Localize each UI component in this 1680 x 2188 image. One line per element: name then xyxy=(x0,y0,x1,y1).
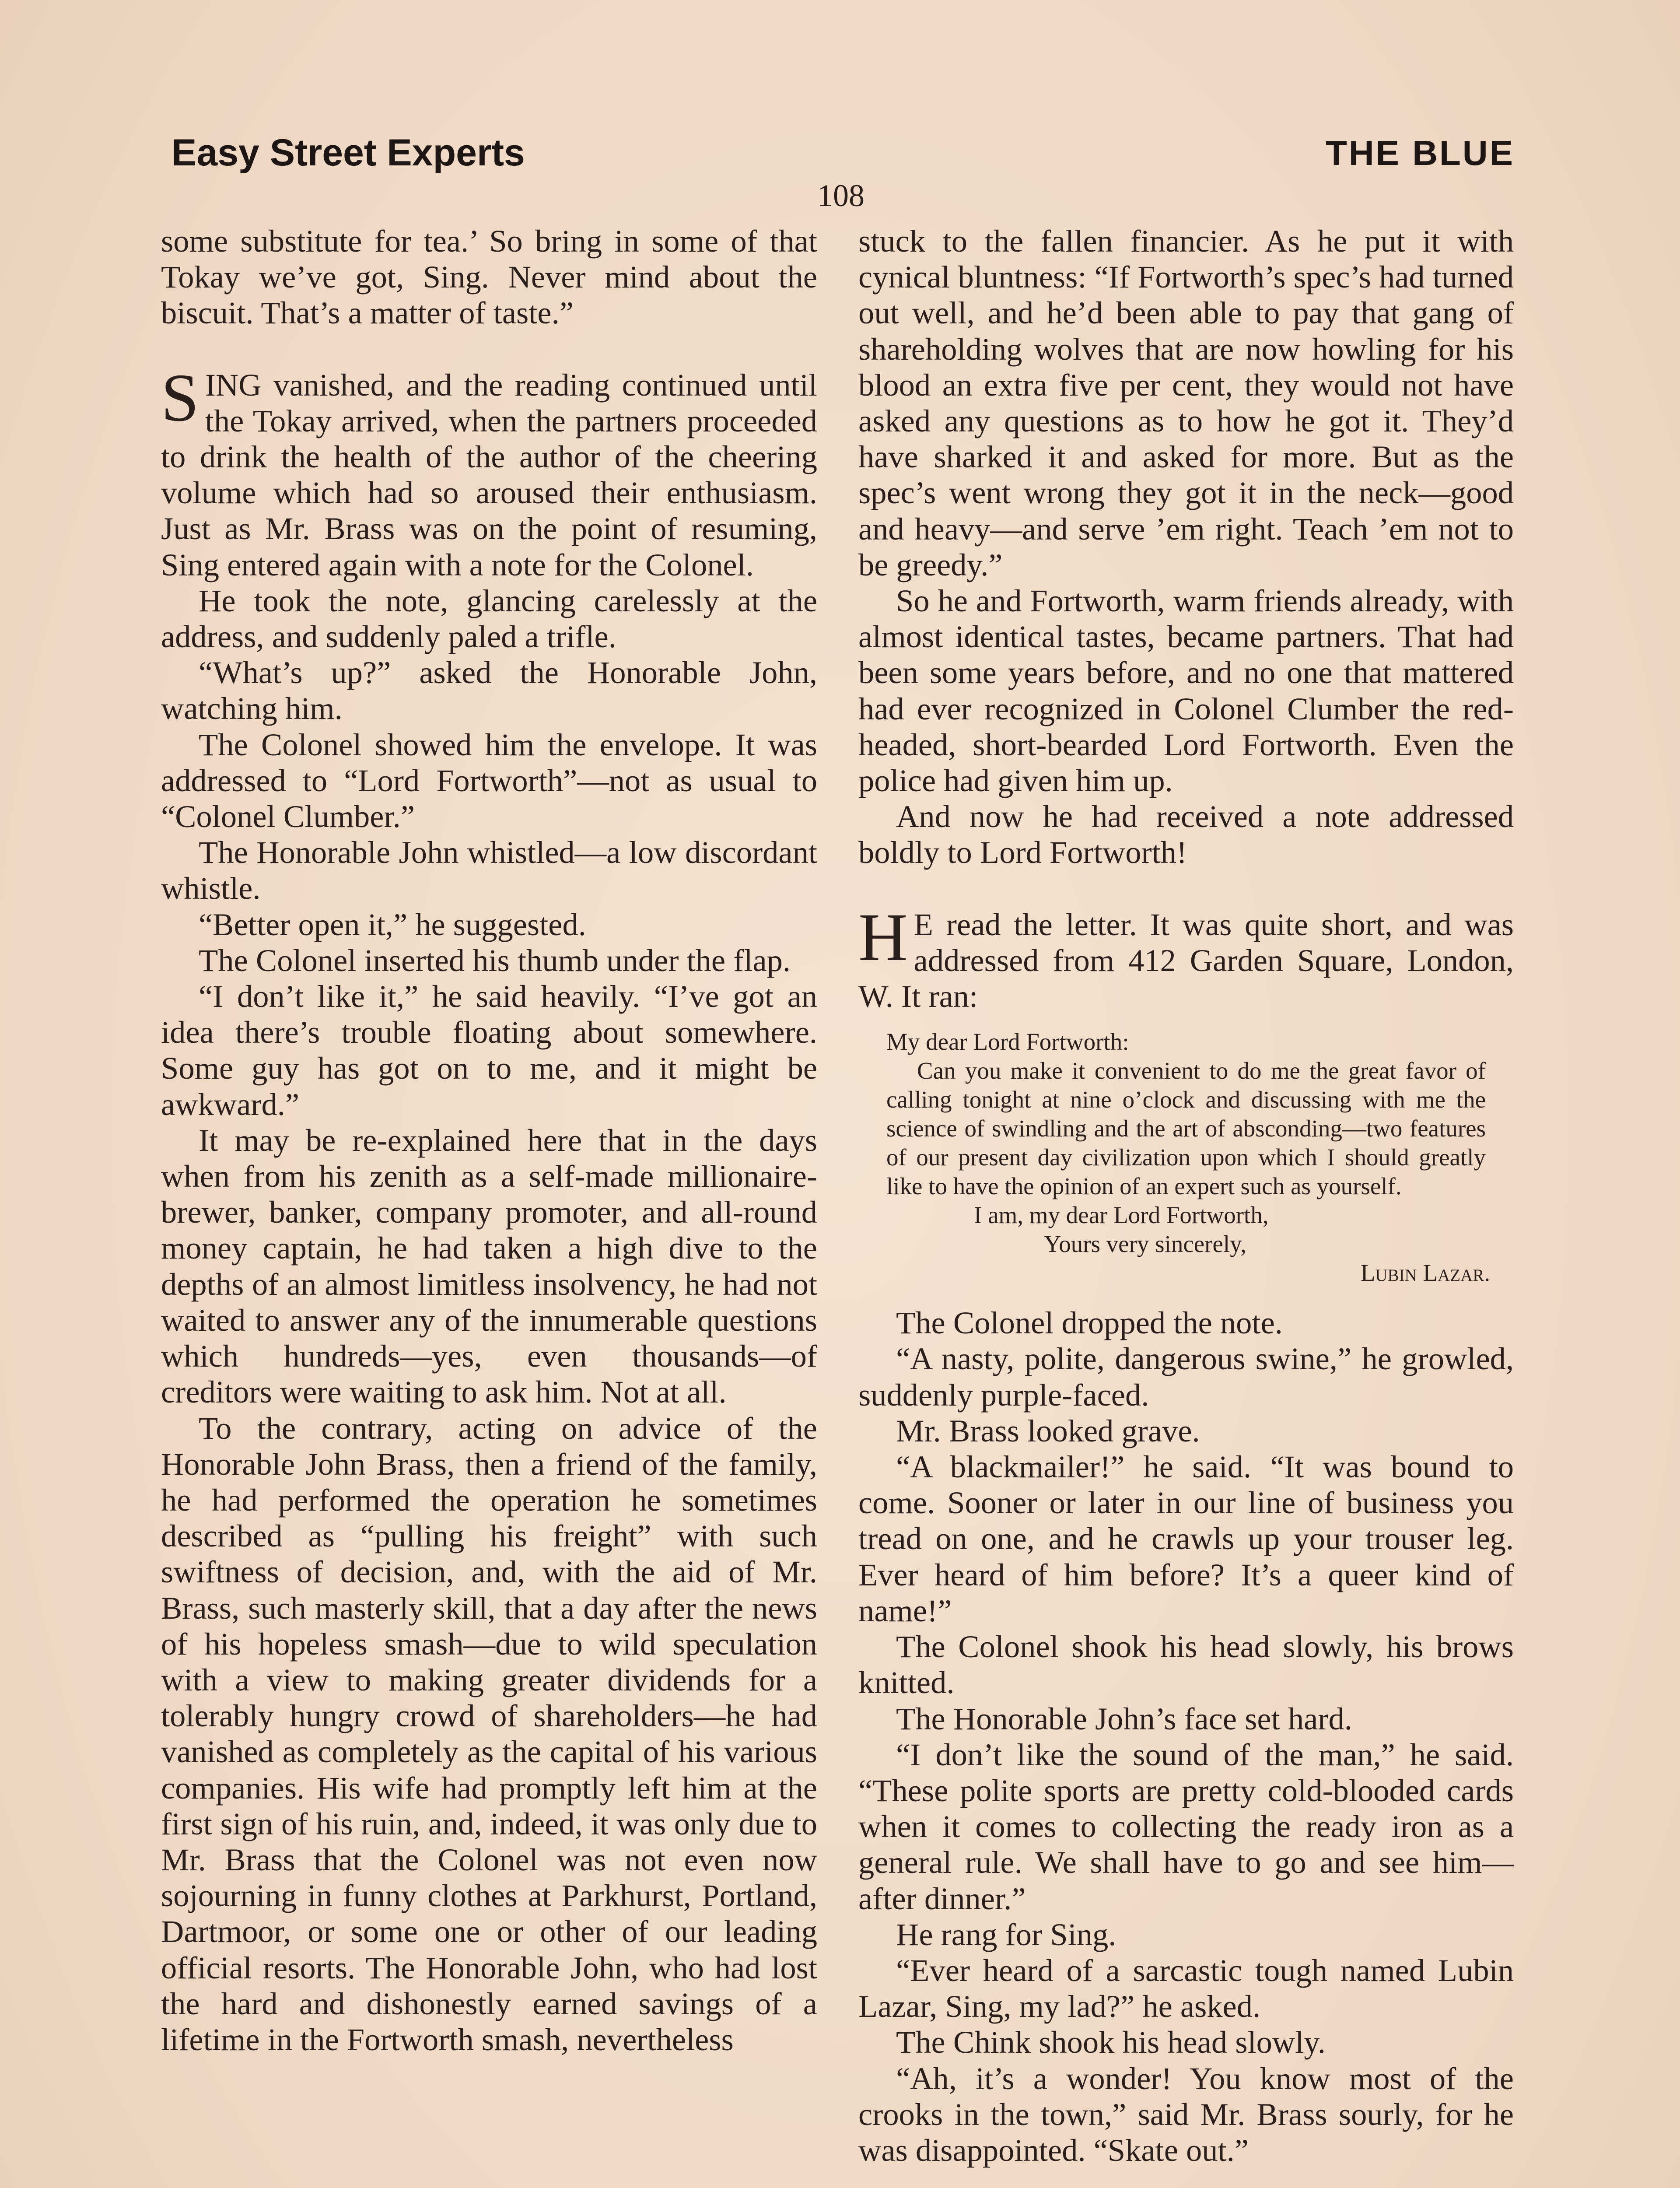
letter-salutation: My dear Lord Fortworth: xyxy=(886,1028,1129,1055)
paragraph: It may be re-explained here that in the days when from his zenith as a self-made millionaire-brewer, banker, company promoter, and all-round money captain, he had taken a high dive to the depths of an almost limitless insolvency, he had not waited to answer any of the innumerable questions which hundreds—yes, even thousands—of creditors were waiting to ask him. Not at all. xyxy=(161,1122,817,1410)
paragraph: “A blackmailer!” he said. “It was bound to come. Sooner or later in our line of business you tread on one, and he crawls up your trouser leg. Ever heard of him before? It’s a queer kind of name!” xyxy=(858,1449,1514,1628)
paragraph-text: E read the letter. It was quite short, and was addressed from 412 Garden Square, London, W. It ran: xyxy=(858,906,1514,1014)
letter-closing: I am, my dear Lord Fortworth, xyxy=(974,1202,1269,1229)
paragraph: The Colonel dropped the note. xyxy=(896,1305,1283,1341)
paragraph: And now he had received a note addressed boldly to Lord Fortworth! xyxy=(858,799,1514,870)
paragraph: “Ever heard of a sarcastic tough named Lubin Lazar, Sing, my lad?” he asked. xyxy=(858,1952,1514,2024)
paragraph: He rang for Sing. xyxy=(896,1916,1116,1952)
page-number: 108 xyxy=(817,178,864,213)
paragraph: “I don’t like the sound of the man,” he said. “These polite sports are pretty cold-blooded cards when it comes to collecting the ready iron as a general rule. We shall have to go and see him—after dinner.” xyxy=(858,1736,1514,1916)
paragraph: “Ah, it’s a wonder! You know most of the crooks in the town,” said Mr. Brass sourly, for he was disappointed. “Skate out.” xyxy=(858,2060,1514,2168)
left-column xyxy=(161,223,817,2058)
paragraph: The Colonel inserted his thumb under the flap. xyxy=(199,942,791,978)
paragraph: “I don’t like it,” he said heavily. “I’ve got an idea there’s trouble floating about somewhere. Some guy has got on to me, and it might be awkward.” xyxy=(161,978,817,1122)
magazine-title: THE BLUE xyxy=(1326,133,1515,172)
paragraph-dropcap xyxy=(858,899,1514,1015)
paragraph: The Honorable John whistled—a low discordant whistle. xyxy=(161,835,817,906)
paragraph: To the contrary, acting on advice of the Honorable John Brass, then a friend of the family, he had performed the operation he sometimes described as “pulling his freight” with such swiftness of decision, and, with the aid of Mr. Brass, such masterly skill, that a day after the news of his hopeless smash—due to wild speculation with a view to making greater dividends for a tolerably hungry crowd of shareholders—he had vanished as completely as the capital of his various companies. His wife had promptly left him at the first sign of his ruin, and, indeed, it was only due to Mr. Brass that the Colonel was not even now sojourning in funny clothes at Parkhurst, Portland, Dartmoor, or some one or other of our leading official resorts. The Honorable John, who had lost the hard and dishonestly earned savings of a lifetime in the Fortworth smash, nevertheless xyxy=(161,1410,817,2057)
paragraph: some substitute for tea.’ So bring in some of that Tokay we’ve got, Sing. Never mind about the biscuit. That’s a matter of taste.” xyxy=(161,223,817,331)
paragraph: “A nasty, polite, dangerous swine,” he growled, suddenly purple-faced. xyxy=(858,1341,1514,1413)
paragraph: The Colonel shook his head slowly, his brows knitted. xyxy=(858,1629,1514,1701)
letter-closing: Yours very sincerely, xyxy=(1044,1231,1246,1258)
letter-signature: Lubin Lazar. xyxy=(1360,1259,1490,1287)
paragraph: The Chink shook his head slowly. xyxy=(896,2024,1326,2060)
paragraph-text: ING vanished, and the reading continued until the Tokay arrived, when the partners proceeded to drink the health of the author of the cheering volume which had so aroused their enthusiasm. Just as Mr. Brass was on the point of resuming, Sing entered again with a note for the Colonel. xyxy=(161,367,817,582)
running-title: Easy Street Experts xyxy=(172,132,525,174)
drop-cap: H xyxy=(858,899,908,975)
paragraph: The Colonel showed him the envelope. It was addressed to “Lord Fortworth”—not as usual to “Colonel Clumber.” xyxy=(161,726,817,835)
paragraph: Mr. Brass looked grave. xyxy=(896,1413,1200,1448)
quoted-letter xyxy=(886,1027,1490,1287)
paragraph-dropcap xyxy=(161,359,817,583)
paragraph: “Better open it,” he suggested. xyxy=(199,906,586,942)
right-column xyxy=(858,223,1514,2168)
drop-cap: S xyxy=(161,359,199,435)
letter-body: Can you make it convenient to do me the great favor of calling tonight at nine o’clock and discussing with me the science of swindling and the art of absconding—two features of our present day civilization upon which I should greatly like to have the opinion of an expert such as yourself. xyxy=(886,1057,1486,1200)
paragraph: “What’s up?” asked the Honorable John, watching him. xyxy=(161,655,817,726)
paragraph: The Honorable John’s face set hard. xyxy=(896,1701,1352,1736)
paragraph: He took the note, glancing carelessly at the address, and suddenly paled a trifle. xyxy=(161,582,817,655)
paragraph: So he and Fortworth, warm friends already, with almost identical tastes, became partners. That had been some years before, and no one that mattered had ever recognized in Colonel Clumber the red-headed, short-bearded Lord Fortworth. Even the police had given him up. xyxy=(858,583,1514,799)
paragraph: stuck to the fallen financier. As he put it with cynical bluntness: “If Fortworth’s spec’s had turned out well, and he’d been able to pay that gang of shareholding wolves that are now howling for his blood an extra five per cent, they would not have asked any questions as to how he got it. They’d have sharked it and asked for more. But as the spec’s went wrong they got it in the neck—good and heavy—and serve ’em right. Teach ’em not to be greedy.” xyxy=(858,223,1514,582)
